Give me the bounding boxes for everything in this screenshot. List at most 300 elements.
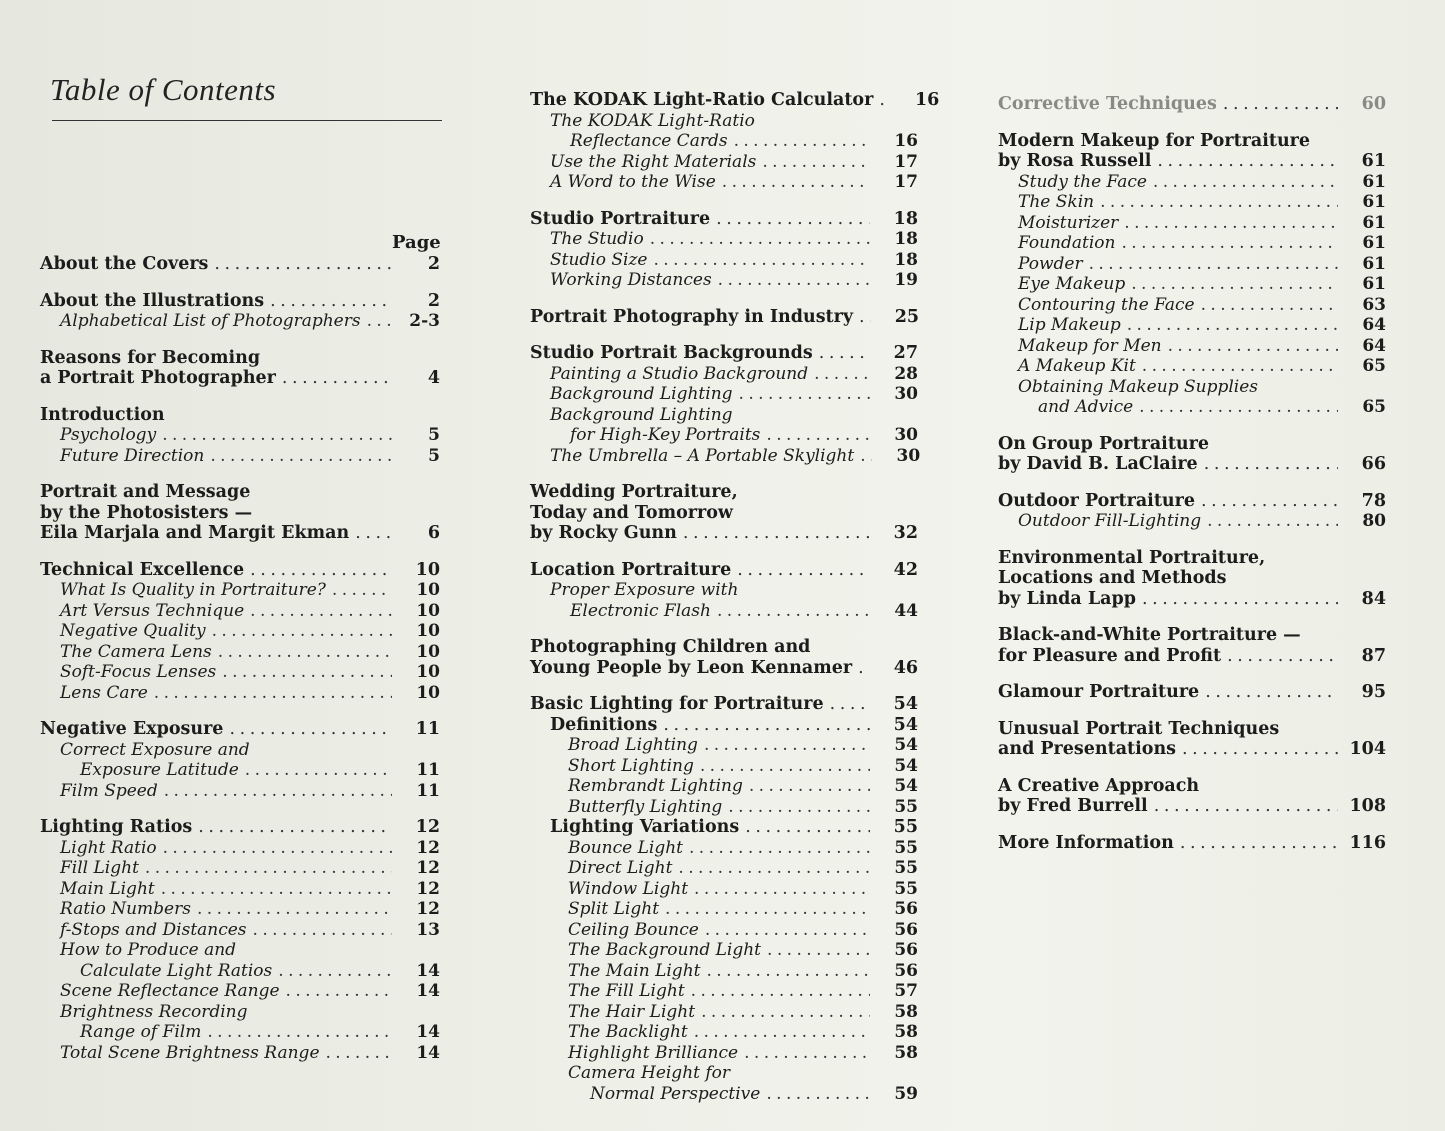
dot-leader (701, 1002, 870, 1023)
page-number: 61 (1362, 171, 1386, 192)
entry-title: Calculate Light Ratios (80, 960, 273, 981)
toc-subentry (530, 131, 918, 152)
entry-title: by David B. LaClaire (998, 454, 1198, 474)
entry-title: Alphabetical List of Photographers (60, 311, 361, 331)
entry-title: Reflectance Cards (570, 131, 728, 151)
toc-entry (40, 291, 440, 312)
entry-title: Rembrandt Lighting (568, 776, 743, 796)
toc-subentry (998, 336, 1386, 357)
entry-title: for High-Key Portraits (570, 425, 761, 445)
toc-entry (530, 523, 918, 544)
toc-entry (530, 90, 940, 111)
entry-title: The KODAK Light-Ratio (550, 110, 755, 131)
page-number: 13 (416, 919, 440, 940)
toc-entry (998, 434, 1386, 455)
dot-leader (704, 735, 870, 756)
entry-title: More Information (998, 832, 1174, 853)
dot-leader (1089, 254, 1338, 275)
page-number: 56 (894, 919, 918, 940)
toc-subentry (40, 662, 440, 683)
page-number: 11 (416, 780, 440, 801)
dot-leader (1124, 213, 1338, 234)
toc-subentry (530, 384, 918, 405)
entry-title: Environmental Portraiture, (998, 547, 1266, 568)
entry-title: Technical Excellence (40, 559, 245, 580)
page-number: 56 (894, 899, 918, 919)
toc-subentry (530, 1063, 918, 1084)
entry-title: Lighting Ratios (40, 817, 193, 837)
dot-leader (332, 580, 392, 601)
dot-leader (683, 523, 870, 544)
toc-section (998, 131, 1386, 418)
toc-entry (530, 503, 918, 524)
toc-entry (998, 739, 1386, 760)
entry-title: The Backlight (568, 1022, 688, 1042)
dot-leader (663, 715, 870, 736)
toc-subentry (40, 981, 440, 1002)
dot-leader (762, 152, 870, 173)
toc-column-1 (40, 254, 440, 1079)
page-number: 4 (427, 368, 440, 388)
toc-entry (998, 454, 1386, 475)
entry-title: Background Lighting (550, 384, 733, 404)
entry-title: Today and Tomorrow (530, 502, 733, 523)
page-number: 5 (428, 425, 440, 445)
page-number: 61 (1362, 253, 1386, 274)
entry-title: Lens Care (60, 682, 148, 703)
entry-title: Direct Light (568, 858, 673, 878)
toc-entry (530, 694, 918, 715)
page-number: 14 (416, 1042, 440, 1063)
page-number: 10 (416, 621, 440, 641)
dot-leader (210, 446, 392, 467)
page-number: 32 (893, 523, 918, 543)
page-number: 56 (894, 940, 918, 960)
toc-entry (530, 209, 918, 230)
toc-section (530, 694, 918, 1104)
toc-subentry (998, 356, 1386, 377)
entry-title: Outdoor Fill-Lighting (1018, 511, 1202, 531)
toc-section (998, 491, 1386, 532)
page-column-label: Page (392, 232, 441, 253)
dot-leader (245, 760, 392, 781)
toc-entry (998, 776, 1386, 797)
toc-section (998, 682, 1386, 703)
toc-entry (998, 131, 1386, 152)
page-number: 61 (1362, 233, 1386, 253)
page-number: 10 (416, 580, 440, 600)
page-number: 2 (427, 290, 440, 311)
dot-leader (718, 270, 870, 291)
dot-leader (734, 131, 870, 152)
toc-subentry (998, 315, 1386, 336)
toc-entry (40, 560, 440, 581)
toc-section (40, 482, 440, 544)
toc-section (998, 833, 1386, 854)
dot-leader (879, 90, 891, 111)
page-number: 64 (1362, 335, 1386, 356)
entry-title: Obtaining Makeup Supplies (1018, 376, 1259, 397)
entry-title: The Studio (550, 229, 644, 249)
entry-title: and Presentations (998, 739, 1177, 759)
entry-title: Definitions (550, 714, 658, 735)
toc-subentry (530, 405, 918, 426)
dot-leader (814, 364, 870, 385)
toc-subentry (40, 1022, 440, 1043)
entry-title: Negative Quality (60, 621, 206, 641)
page-number: 59 (894, 1083, 918, 1104)
page-number: 80 (1362, 511, 1386, 531)
dot-leader (678, 858, 870, 879)
toc-entry (530, 560, 918, 581)
dot-leader (250, 601, 392, 622)
entry-title: Art Versus Technique (60, 600, 245, 621)
toc-entry (998, 491, 1386, 512)
dot-leader (1207, 511, 1338, 532)
dot-leader (1153, 172, 1338, 193)
page-number: 58 (894, 1001, 918, 1022)
toc-entry (530, 482, 918, 503)
toc-subentry (998, 377, 1386, 398)
toc-entry (998, 796, 1386, 817)
entry-title: Locations and Methods (998, 568, 1227, 588)
dot-leader (766, 1084, 870, 1105)
toc-entry (998, 682, 1386, 703)
dot-leader (164, 781, 392, 802)
entry-title: Unusual Portrait Techniques (998, 718, 1280, 739)
toc-entry (530, 307, 918, 328)
toc-entry (998, 646, 1386, 667)
page-number: 54 (894, 735, 918, 755)
page-number: 55 (893, 817, 918, 837)
page-number: 30 (894, 425, 918, 445)
toc-entry (40, 254, 440, 275)
page-number: 46 (893, 657, 919, 678)
entry-title: About the Covers (40, 254, 209, 274)
toc-section (40, 405, 440, 467)
toc-section (40, 719, 440, 801)
entry-title: Makeup for Men (1018, 335, 1162, 356)
toc-entry (530, 658, 918, 679)
dot-leader (1142, 356, 1338, 377)
entry-title: Eye Makeup (1018, 274, 1126, 294)
dot-leader (253, 920, 392, 941)
page-number: 17 (894, 151, 918, 172)
dot-leader (650, 229, 870, 250)
dot-leader (1223, 94, 1338, 115)
toc-subentry (998, 172, 1386, 193)
entry-title: Painting a Studio Background (550, 363, 809, 384)
toc-subentry (998, 511, 1386, 532)
toc-section (530, 307, 918, 328)
toc-section (530, 209, 918, 291)
page-number: 65 (1362, 356, 1386, 376)
toc-entry (530, 343, 918, 364)
entry-title: What Is Quality in Portraiture? (60, 580, 326, 600)
page-number: 55 (894, 837, 918, 858)
toc-subentry (530, 858, 918, 879)
dot-leader (737, 560, 870, 581)
entry-title: Working Distances (550, 270, 712, 290)
page-number: 116 (1349, 832, 1386, 853)
page-number: 17 (894, 172, 918, 192)
dot-leader (1168, 336, 1338, 357)
entry-title: Lip Makeup (1018, 315, 1121, 335)
page-number: 55 (894, 878, 918, 899)
entry-title: Proper Exposure with (550, 580, 739, 600)
toc-subentry (530, 899, 918, 920)
entry-title: On Group Portraiture (998, 433, 1209, 454)
dot-leader (162, 425, 392, 446)
toc-section (998, 434, 1386, 475)
toc-section (530, 637, 918, 678)
page-number: 44 (894, 600, 918, 621)
page-number: 16 (894, 131, 918, 151)
entry-title: for Pleasure and Profit (998, 645, 1222, 666)
dot-leader (1154, 796, 1338, 817)
page-number: 30 (896, 445, 921, 466)
entry-title: The Main Light (568, 960, 701, 981)
dot-leader (1201, 295, 1338, 316)
toc-subentry (530, 172, 918, 193)
entry-title: Background Lighting (550, 404, 733, 425)
page-number: 58 (894, 1022, 918, 1042)
toc-entry (40, 503, 440, 524)
dot-leader (716, 209, 870, 230)
dot-leader (1127, 315, 1338, 336)
toc-entry (530, 715, 918, 736)
toc-subentry (40, 740, 440, 761)
entry-title: Contouring the Face (1018, 294, 1195, 315)
entry-title: Black-and-White Portraiture — (998, 625, 1301, 645)
entry-title: The KODAK Light-Ratio Calculator (530, 90, 874, 110)
dot-leader (717, 601, 870, 622)
entry-title: A Makeup Kit (1018, 356, 1136, 376)
dot-leader (207, 1022, 392, 1043)
entry-title: Bounce Light (568, 837, 683, 858)
page-number: 55 (894, 858, 918, 878)
page-number: 25 (894, 306, 920, 327)
entry-title: Lighting Variations (550, 817, 740, 837)
page-number: 61 (1362, 192, 1386, 212)
page-number: 10 (416, 641, 440, 662)
toc-section (40, 348, 440, 389)
dot-leader (367, 311, 392, 332)
toc-entry (998, 151, 1386, 172)
entry-title: Brightness Recording (60, 1001, 248, 1022)
dot-leader (722, 172, 870, 193)
page-number: 63 (1362, 294, 1386, 315)
toc-entry (998, 548, 1386, 569)
page-number: 27 (893, 343, 918, 363)
page-number: 11 (415, 719, 440, 739)
toc-section (998, 548, 1386, 610)
dot-leader (830, 694, 870, 715)
entry-title: Short Lighting (568, 755, 694, 776)
page-number: 5 (428, 445, 440, 466)
toc-subentry (40, 838, 440, 859)
dot-leader (1100, 192, 1338, 213)
toc-subentry (40, 899, 440, 920)
dot-leader (1227, 646, 1338, 667)
dot-leader (749, 776, 870, 797)
dot-leader (1121, 233, 1338, 254)
dot-leader (1142, 589, 1338, 610)
entry-title: A Creative Approach (998, 775, 1200, 796)
toc-entry (40, 523, 440, 544)
page-number: 78 (1361, 490, 1386, 511)
entry-title: Future Direction (60, 445, 205, 466)
toc-subentry (998, 192, 1386, 213)
entry-title: The Background Light (568, 940, 762, 960)
entry-title: Outdoor Portraiture (998, 490, 1195, 511)
entry-title: Photographing Children and (530, 637, 811, 657)
dot-leader (665, 899, 870, 920)
dot-leader (1180, 833, 1338, 854)
toc-section (998, 94, 1386, 115)
toc-entry (998, 568, 1386, 589)
page-number: 54 (893, 714, 918, 735)
toc-subentry (40, 1043, 440, 1064)
toc-entry (40, 482, 440, 503)
entry-title: The Camera Lens (60, 641, 212, 662)
toc-subentry (530, 1022, 918, 1043)
toc-subentry (998, 233, 1386, 254)
dot-leader (705, 920, 870, 941)
dot-leader (1131, 274, 1338, 295)
dot-leader (197, 899, 392, 920)
entry-title: Ceiling Bounce (568, 919, 699, 940)
entry-title: Scene Reflectance Range (60, 981, 280, 1001)
toc-entry (998, 719, 1386, 740)
page-number: 14 (416, 981, 440, 1001)
dot-leader (222, 662, 392, 683)
toc-section (530, 482, 918, 544)
toc-subentry (40, 858, 440, 879)
toc-subentry (40, 311, 440, 332)
toc-entry (530, 637, 918, 658)
toc-subentry (530, 425, 918, 446)
entry-title: Camera Height for (568, 1063, 731, 1083)
dot-leader (694, 879, 870, 900)
toc-subentry (40, 446, 440, 467)
entry-title: Ratio Numbers (60, 899, 191, 919)
toc-section (40, 817, 440, 1063)
toc-entry (998, 589, 1386, 610)
entry-title: Portrait Photography in Industry (530, 306, 854, 327)
toc-entry (530, 817, 918, 838)
entry-title: Powder (1018, 253, 1083, 274)
toc-entry (40, 368, 440, 389)
dot-leader (1204, 454, 1338, 475)
entry-title: Studio Size (550, 249, 648, 270)
entry-title: A Word to the Wise (550, 172, 716, 192)
toc-section (998, 776, 1386, 817)
toc-subentry (530, 981, 918, 1002)
toc-subentry (40, 920, 440, 941)
entry-title: Studio Portraiture (530, 208, 711, 229)
toc-subentry (530, 1043, 918, 1064)
entry-title: Portrait and Message (40, 482, 251, 502)
page-number: 65 (1362, 397, 1386, 417)
entry-title: Study the Face (1018, 171, 1147, 192)
dot-leader (1182, 739, 1338, 760)
toc-subentry (530, 1002, 918, 1023)
toc-subentry (530, 111, 918, 132)
dot-leader (766, 425, 870, 446)
dot-leader (145, 858, 392, 879)
toc-section (530, 343, 921, 466)
toc-subentry (530, 601, 918, 622)
toc-subentry (530, 776, 918, 797)
entry-title: Foundation (1018, 233, 1116, 253)
entry-title: by Rosa Russell (998, 151, 1152, 171)
dot-leader (691, 981, 870, 1002)
entry-title: and Advice (1038, 397, 1134, 417)
page-number: 66 (1361, 454, 1386, 474)
toc-entry (998, 94, 1386, 115)
entry-title: Moisturizer (1018, 212, 1119, 233)
toc-section (998, 719, 1386, 760)
toc-subentry (530, 445, 921, 467)
toc-entry (40, 348, 440, 369)
entry-title: Young People by Leon Kennamer (530, 657, 853, 678)
page-number: 14 (416, 960, 440, 981)
toc-subentry (530, 756, 918, 777)
entry-title: Split Light (568, 899, 660, 919)
dot-leader (700, 756, 870, 777)
page-number: 18 (894, 249, 918, 270)
dot-leader (744, 1043, 870, 1064)
toc-subentry (530, 1084, 918, 1105)
page-number: 18 (893, 208, 918, 229)
dot-leader (250, 560, 392, 581)
entry-title: About the Illustrations (40, 290, 265, 311)
entry-title: f-Stops and Distances (60, 919, 247, 940)
toc-subentry (40, 940, 440, 961)
page-number: 16 (914, 90, 940, 110)
entry-title: Studio Portrait Backgrounds (530, 343, 813, 363)
dot-leader (282, 368, 392, 389)
page-number: 10 (415, 559, 440, 580)
entry-title: The Fill Light (568, 981, 685, 1001)
page-number: 10 (416, 662, 440, 682)
page-number: 61 (1362, 212, 1386, 233)
entry-title: Correct Exposure and (60, 739, 250, 760)
page-number: 61 (1361, 151, 1386, 171)
dot-leader (1201, 491, 1338, 512)
page-number: 12 (415, 817, 440, 837)
page-number: 104 (1349, 739, 1386, 759)
toc-entry (40, 719, 440, 740)
entry-title: How to Produce and (60, 940, 237, 960)
dot-leader (154, 683, 392, 704)
toc-subentry (998, 213, 1386, 234)
entry-title: Broad Lighting (568, 735, 698, 755)
page-number: 2 (427, 254, 440, 274)
toc-subentry (530, 250, 918, 271)
toc-entry (998, 625, 1386, 646)
entry-title: Soft-Focus Lenses (60, 662, 217, 682)
dot-leader (161, 879, 392, 900)
toc-subentry (998, 254, 1386, 275)
dot-leader (270, 291, 392, 312)
toc-subentry (40, 425, 440, 446)
toc-subentry (530, 364, 918, 385)
page-number: 6 (427, 523, 440, 543)
toc-column-2 (530, 90, 940, 1120)
dot-leader (198, 817, 392, 838)
